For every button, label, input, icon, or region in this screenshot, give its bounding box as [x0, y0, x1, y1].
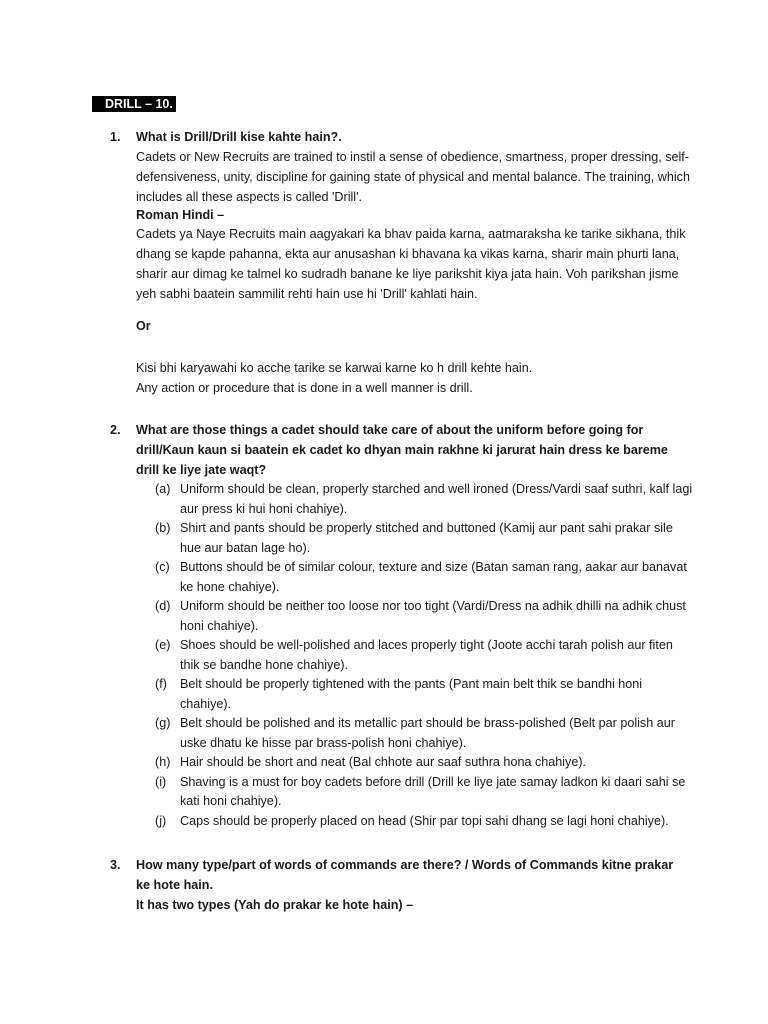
question-number: 2. [110, 423, 121, 437]
list-item-text: Belt should be properly tightened with the pants (Pant main belt thik se bandhi honi chahiye). [180, 677, 643, 711]
uniform-checklist [155, 480, 695, 831]
question-text: How many type/part of words of commands are there? / Words of Commands kitne prakar ke hote hain. [136, 858, 674, 892]
question-3 [110, 855, 690, 895]
question-1 [110, 127, 690, 147]
list-item [155, 636, 695, 675]
list-item-text: Caps should be properly placed on head (Shir par topi sahi dhang se lagi honi chahiye). [180, 813, 669, 828]
list-item-label: (i) [155, 774, 167, 789]
roman-hindi-label: Roman Hindi – [136, 208, 225, 222]
list-item [155, 597, 695, 636]
list-item-label: (c) [155, 560, 170, 574]
list-item [155, 714, 695, 753]
list-item-text: Hair should be short and neat (Bal chhote aur saaf suthra hona chahiye). [180, 755, 587, 769]
q1-alt-hindi: Kisi bhi karyawahi ko acche tarike se karwai karne ko h drill kehte hain. [136, 361, 533, 375]
q3-answer: It has two types (Yah do prakar ke hote hain) – [136, 898, 414, 912]
list-item-label: (d) [155, 599, 171, 613]
list-item-text: Uniform should be neither too loose nor too tight (Vardi/Dress na adhik dhilli na adhik chust honi chahiye). [180, 599, 686, 633]
section-heading: DRILL – 10. [92, 96, 176, 112]
list-item-label: (b) [155, 521, 171, 535]
list-item [155, 519, 695, 558]
question-number: 3. [110, 858, 121, 872]
q1-answer-hindi: Cadets ya Naye Recruits main aagyakari ka bhav paida karna, aatmaraksha ke tarike sikhana, thik dhang se kapde pahanna, ekta aur anusashan ki bhavana ka vikas karna, sharir main phurti lana, sharir aur dimag ke talmel ko sudradh banane ke liye parikshit kiya jata hain. Voh parikshan jisme yeh sabhi baatein sammilit rehti hain use hi 'Drill' kahlati hain. [136, 227, 686, 301]
list-item-text: Shaving is a must for boy cadets before drill (Drill ke liye jate samay ladkon ki daari sahi se kati honi chahiye). [180, 774, 686, 808]
list-item-label: (e) [155, 638, 171, 652]
list-item-text: Shirt and pants should be properly stitched and buttoned (Kamij aur pant sahi prakar sile hue aur batan lage ho). [180, 521, 673, 555]
list-item-label: (f) [155, 677, 167, 691]
list-item-label: (j) [155, 813, 167, 828]
question-2 [110, 420, 690, 480]
list-item-text: Belt should be polished and its metallic part should be brass-polished (Belt par polish aur uske dhatu ke hisse par brass-polish honi chahiye). [180, 716, 675, 750]
list-item [155, 753, 695, 773]
list-item [155, 675, 695, 714]
question-number: 1. [110, 130, 121, 144]
q1-alt-english: Any action or procedure that is done in a well manner is drill. [136, 381, 473, 395]
list-item [155, 558, 695, 597]
list-item-label: (g) [155, 716, 171, 730]
list-item-label: (a) [155, 482, 171, 496]
question-text: What are those things a cadet should take care of about the uniform before going for drill/Kaun kaun si baatein ek cadet ko dhyan main rakhne ki jarurat hain dress ke bareme drill ke liye jate waqt? [136, 423, 668, 477]
question-text: What is Drill/Drill kise kahte hain?. [136, 130, 342, 144]
or-label: Or [136, 319, 151, 333]
q1-answer-english: Cadets or New Recruits are trained to instil a sense of obedience, smartness, proper dressing, self-defensiveness, unity, discipline for gaining state of physical and mental balance. The training, which includes all these aspects is called 'Drill'. [136, 150, 690, 204]
list-item [155, 773, 695, 812]
list-item-text: Buttons should be of similar colour, texture and size (Batan saman rang, aakar aur banavat ke hone chahiye). [180, 560, 687, 594]
list-item-text: Shoes should be well-polished and laces properly tight (Joote acchi tarah polish aur fiten thik se bandhe hone chahiye). [180, 638, 673, 672]
list-item [155, 812, 695, 832]
list-item-text: Uniform should be clean, properly starched and well ironed (Dress/Vardi saaf suthri, kalf lagi aur press ki hui honi chahiye). [180, 482, 693, 516]
list-item-label: (h) [155, 755, 171, 769]
list-item [155, 480, 695, 519]
